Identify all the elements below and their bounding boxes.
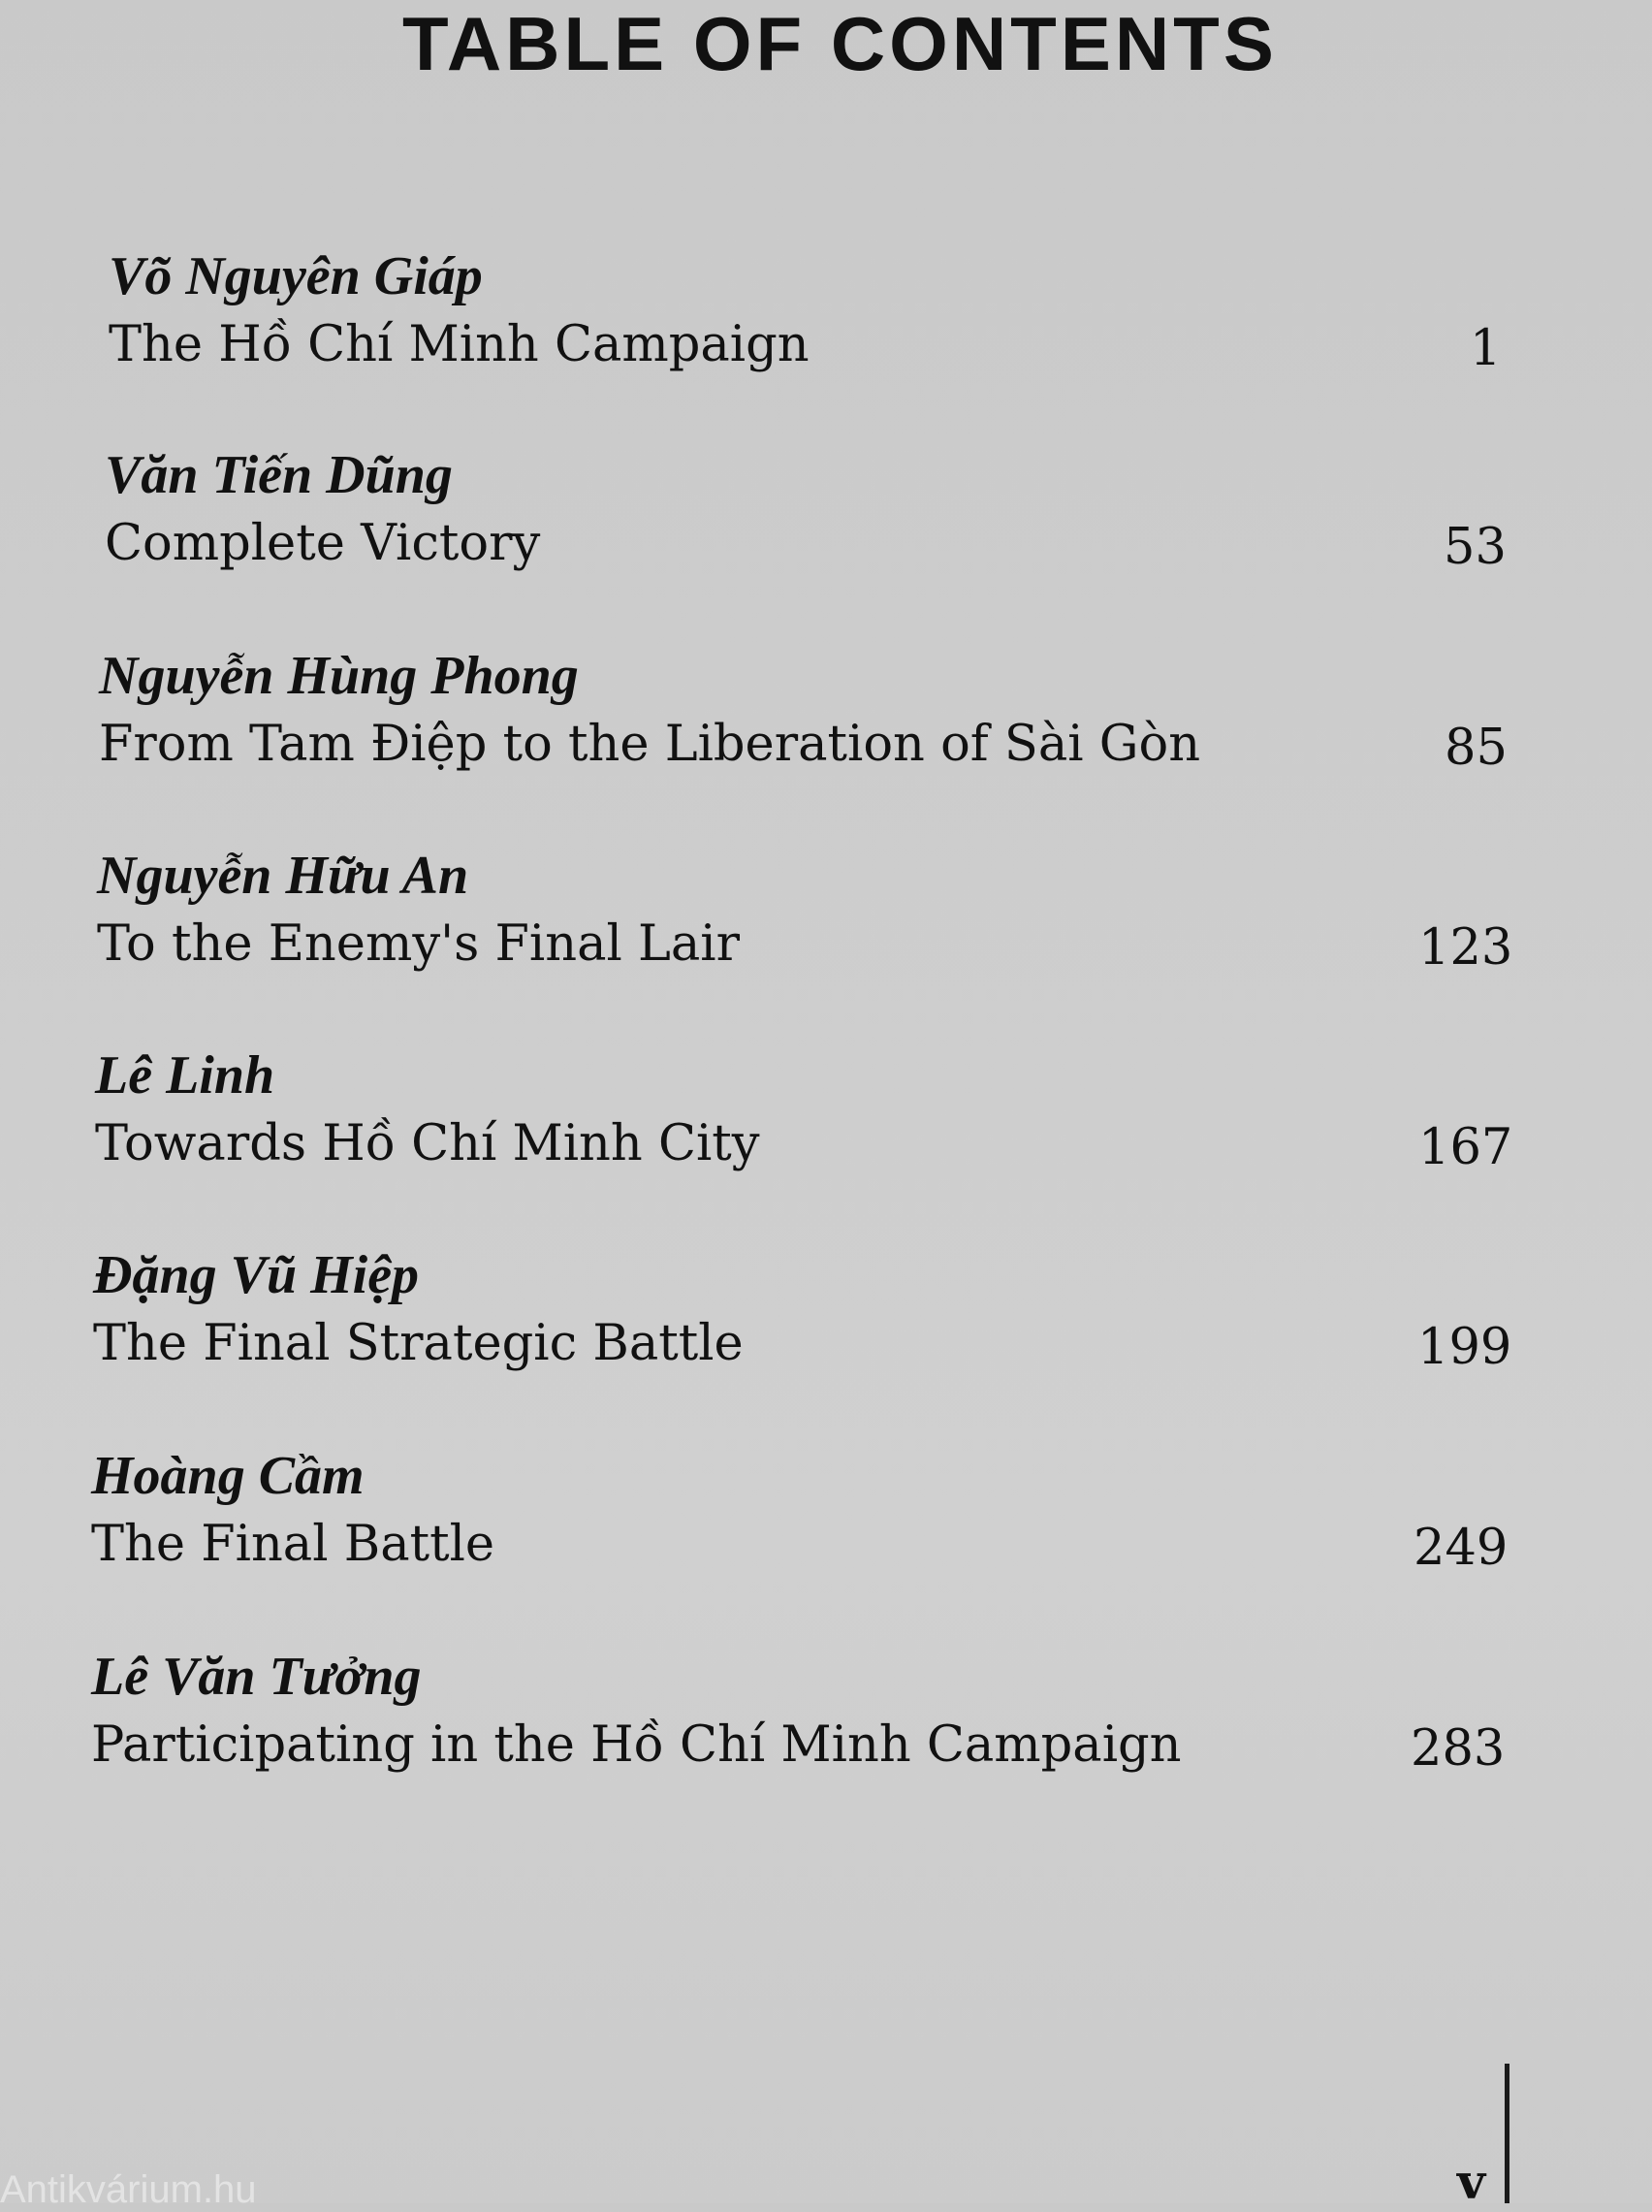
toc-title-row — [91, 1510, 1545, 1580]
toc-entry — [97, 842, 1551, 979]
page-heading: TABLE OF CONTENTS — [402, 1, 1278, 86]
toc-entry — [91, 1442, 1545, 1580]
toc-page-number: 249 — [1414, 1520, 1509, 1577]
toc-title: Participating in the Hồ Chí Minh Campaign — [91, 1716, 1182, 1774]
toc-title-row — [109, 310, 1563, 380]
toc-author: Võ Nguyên Giáp — [109, 246, 483, 306]
folio-rule — [1505, 2064, 1509, 2203]
toc-author: Đặng Vũ Hiệp — [93, 1245, 420, 1305]
toc-entry — [109, 242, 1563, 380]
toc-author: Lê Linh — [95, 1045, 275, 1106]
toc-page-number: 199 — [1417, 1319, 1512, 1376]
toc-title: Towards Hồ Chí Minh City — [95, 1115, 760, 1172]
toc-entry — [105, 441, 1559, 579]
toc-page-number: 85 — [1445, 720, 1508, 777]
toc-page-number: 283 — [1411, 1720, 1506, 1778]
toc-title-row — [95, 1109, 1549, 1179]
toc-entry — [91, 1643, 1545, 1780]
toc-title-row — [97, 910, 1551, 979]
toc-author: Lê Văn Tưởng — [91, 1647, 422, 1707]
toc-title-row — [93, 1309, 1547, 1379]
toc-author: Nguyễn Hữu An — [97, 846, 469, 906]
page-folio: v — [1457, 2153, 1486, 2210]
toc-entry — [93, 1241, 1547, 1379]
toc-title: From Tam Điệp to the Liberation of Sài Gòn — [99, 716, 1201, 773]
toc-title-row — [91, 1711, 1545, 1780]
toc-entry — [99, 642, 1553, 780]
toc-page-number: 1 — [1470, 320, 1502, 377]
toc-page-number: 167 — [1418, 1119, 1513, 1176]
toc-author: Nguyễn Hùng Phong — [99, 646, 579, 706]
toc-page-number: 123 — [1418, 919, 1513, 977]
watermark: Antikvárium.hu — [0, 2168, 257, 2211]
toc-title: The Final Strategic Battle — [93, 1315, 744, 1372]
toc-entry — [95, 1042, 1549, 1179]
toc-author: Hoàng Cầm — [91, 1446, 365, 1506]
toc-title: The Hồ Chí Minh Campaign — [109, 316, 810, 373]
toc-author: Văn Tiến Dũng — [105, 445, 453, 505]
toc-title: To the Enemy's Final Lair — [97, 915, 740, 973]
toc-title: The Final Battle — [91, 1516, 495, 1573]
toc-title-row — [105, 509, 1559, 579]
toc-page-number: 53 — [1444, 519, 1507, 576]
toc-title-row — [99, 710, 1553, 780]
toc-title: Complete Victory — [105, 515, 541, 572]
